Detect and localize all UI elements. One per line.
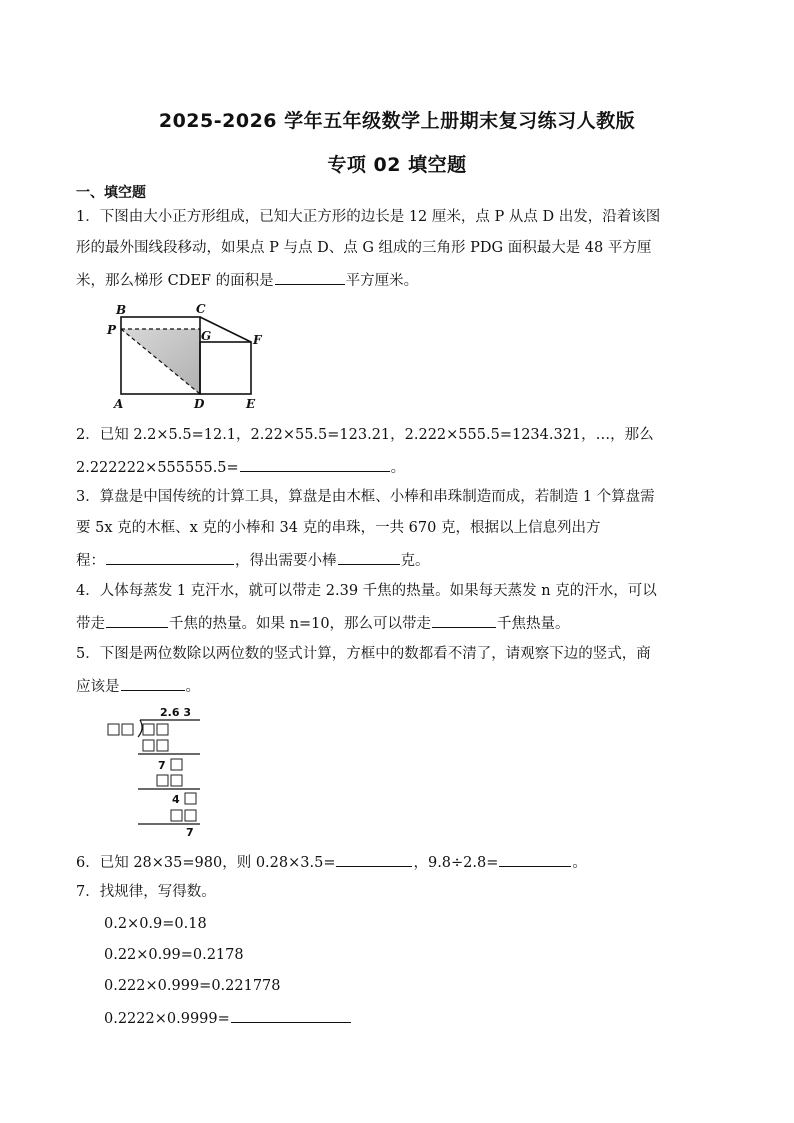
label-d: D <box>194 397 205 411</box>
q7-line1: 7．找规律，写得数。 <box>76 884 216 900</box>
label-e: E <box>246 397 256 411</box>
q3-line2: 要 5x 克的木框、x 克的小棒和 34 克的串珠，一共 670 克，根据以上信息列出方 <box>76 520 601 536</box>
label-g: G <box>201 329 212 343</box>
remainder1-box <box>171 759 182 770</box>
q4-line2-end: 千焦热量。 <box>497 616 570 632</box>
q3-line3 <box>76 549 430 571</box>
q4-line2-mid: 千焦的热量。如果 n=10，那么可以带走 <box>169 616 432 632</box>
partial-remainder-digit-4: 4 <box>172 793 180 806</box>
product2-box-2 <box>171 775 182 786</box>
page-subtitle: 专项 02 填空题 <box>327 154 467 176</box>
q5-line2 <box>76 675 200 697</box>
q6-answer-blank-1[interactable] <box>336 851 412 867</box>
q5-line1: 5．下图是两位数除以两位数的竖式计算，方框中的数都看不清了，请观察下边的竖式，商 <box>76 646 651 662</box>
q3-stick-blank[interactable] <box>338 549 400 565</box>
dividend-box-2 <box>157 724 168 735</box>
q7-eq1: 0.2×0.9=0.18 <box>104 916 207 932</box>
remainder2-box <box>185 793 196 804</box>
q7-eq4 <box>104 1007 352 1029</box>
q4-line1: 4．人体每蒸发 1 克汗水，就可以带走 2.39 千焦的热量。如果每天蒸发 n 克的汗水，可以 <box>76 583 657 599</box>
label-p: P <box>107 323 117 337</box>
q2-line2-end: 。 <box>390 460 406 476</box>
q4-answer-blank-1[interactable] <box>106 612 168 628</box>
product3-box-1 <box>171 810 182 821</box>
q1-line1: 1．下图由大小正方形组成，已知大正方形的边长是 12 厘米，点 P 从点 D 出发，沿着该图 <box>76 209 661 225</box>
q2-line2 <box>76 456 405 478</box>
q5-line2-text: 应该是 <box>76 679 120 695</box>
q3-equation-blank[interactable] <box>106 549 234 565</box>
section-heading: 一、填空题 <box>76 185 146 201</box>
dividend-box-1 <box>143 724 154 735</box>
q1-answer-blank[interactable] <box>275 269 345 285</box>
q3-line1: 3．算盘是中国传统的计算工具，算盘是由木框、小棒和串珠制造而成，若制造 1 个算盘需 <box>76 489 655 505</box>
partial-remainder-digit-7: 7 <box>158 759 166 772</box>
q1-line2: 形的最外围线段移动，如果点 P 与点 D、点 G 组成的三角形 PDG 面积最大是 48 平方厘 <box>76 240 652 256</box>
q2-answer-blank[interactable] <box>240 456 390 472</box>
product2-box-1 <box>157 775 168 786</box>
q7-eq4-text: 0.2222×0.9999= <box>104 1011 230 1027</box>
q2-line2-text: 2.222222×555555.5= <box>76 460 239 476</box>
q1-line3 <box>76 269 418 291</box>
label-b: B <box>116 303 127 317</box>
q7-eq2: 0.22×0.99=0.2178 <box>104 947 244 963</box>
q6-end: 。 <box>572 855 587 871</box>
q7-answer-blank[interactable] <box>231 1007 351 1023</box>
label-a: A <box>114 397 124 411</box>
q6-mid: ，9.8÷2.8= <box>413 855 499 871</box>
q4-answer-blank-2[interactable] <box>432 612 496 628</box>
q5-answer-blank[interactable] <box>121 675 185 691</box>
product1-box-2 <box>157 740 168 751</box>
divisor-box-2 <box>122 724 133 735</box>
small-square <box>200 342 251 394</box>
label-f: F <box>253 333 262 347</box>
q5-long-division-figure <box>100 703 210 839</box>
page-title: 2025-2026 学年五年级数学上册期末复习练习人教版 <box>158 110 636 132</box>
q5-line2-end: 。 <box>185 679 200 695</box>
q3-line3-mid: ，得出需要小棒 <box>235 553 337 569</box>
divisor-box-1 <box>108 724 119 735</box>
q6-line <box>76 851 587 873</box>
division-bracket <box>138 720 142 737</box>
q3-line3-text: 程： <box>76 553 105 569</box>
q4-line2 <box>76 612 570 634</box>
q6-answer-blank-2[interactable] <box>499 851 571 867</box>
q4-line2-text: 带走 <box>76 616 105 632</box>
product1-box-1 <box>143 740 154 751</box>
q2-line1: 2．已知 2.2×5.5=12.1，2.22×55.5=123.21，2.222×555.5=1234.321，…，那么 <box>76 427 654 443</box>
q7-eq3: 0.222×0.999=0.221778 <box>104 978 281 994</box>
q3-line3-end: 克。 <box>400 553 430 569</box>
q1-line3-text: 米，那么梯形 CDEF 的面积是 <box>76 273 274 289</box>
q1-squares-figure <box>100 298 270 416</box>
final-remainder: 7 <box>186 826 194 839</box>
q1-line3-end: 平方厘米。 <box>345 273 419 289</box>
product3-box-2 <box>185 810 196 821</box>
label-c: C <box>196 302 206 316</box>
q6-text: 6．已知 28×35=980，则 0.28×3.5= <box>76 855 336 871</box>
quotient: 2.6 3 <box>160 706 191 719</box>
